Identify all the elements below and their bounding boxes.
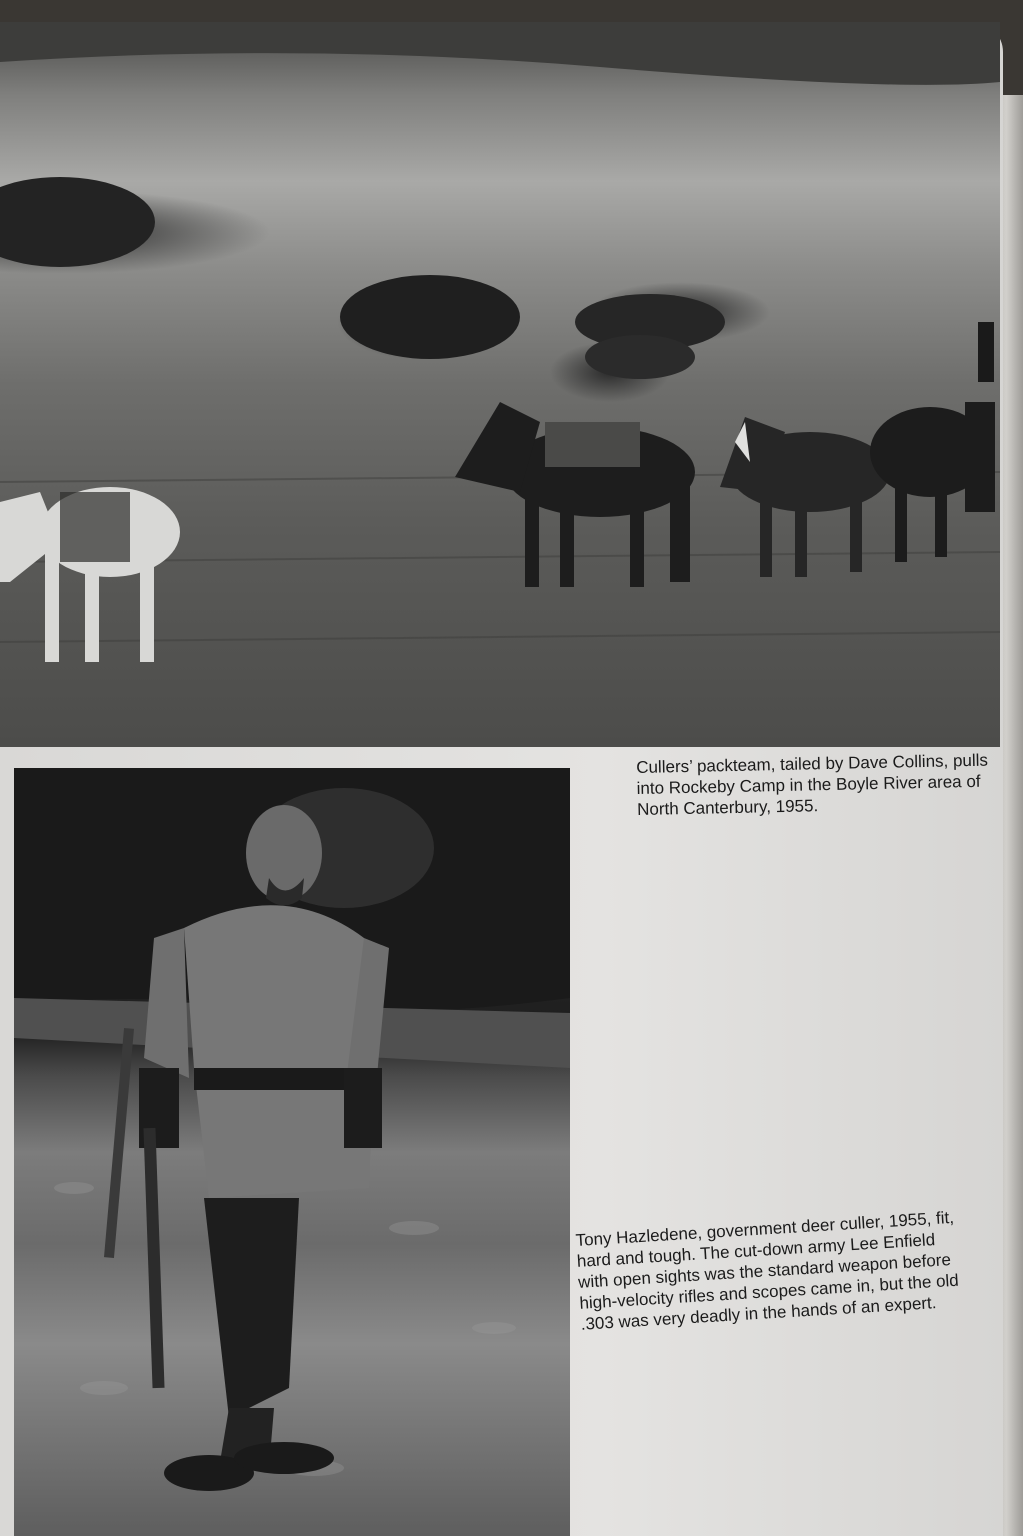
packteam-photo <box>0 22 1000 747</box>
culler-caption: Tony Hazledene, government deer culler, 1955, fit, hard and tough. The cut-down army Lee Enfield with open sights was the standard weapon before high-velocity rifles and scopes came in, but the old .303 was very deadly in the hands of an expert. <box>575 1207 960 1334</box>
packteam-caption: Cullers’ packteam, tailed by Dave Collins, pulls into Rockeby Camp in the Boyle River area of North Canterbury, 1955. <box>636 750 989 819</box>
deer-culler-photo <box>14 768 570 1536</box>
